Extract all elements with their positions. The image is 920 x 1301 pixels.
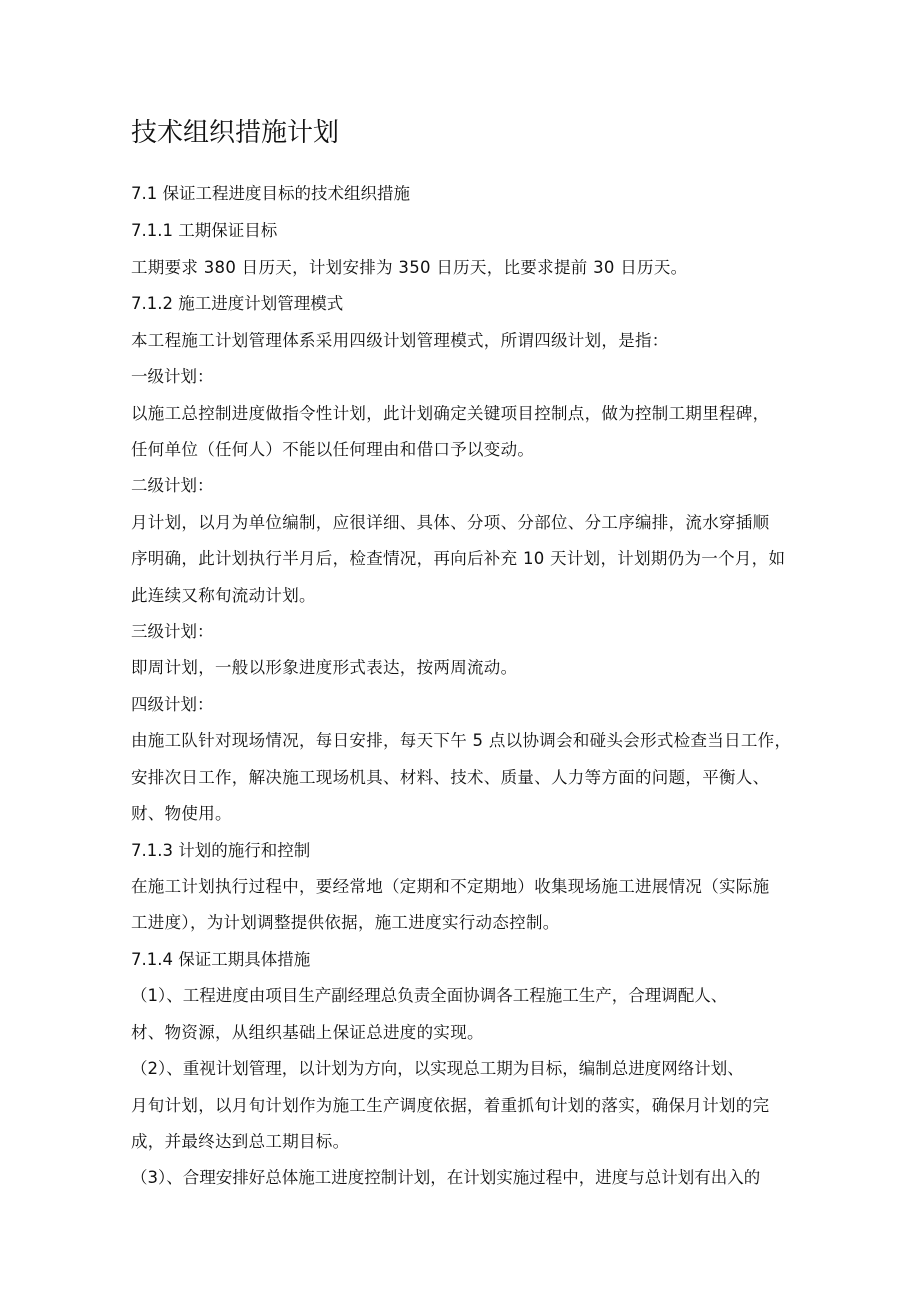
plan-level-label: 一级计划： <box>131 367 214 386</box>
text-line: 月计划，以月为单位编制，应很详细、具体、分项、分部位、分工序编排，流水穿插顺 <box>131 513 770 532</box>
text-line: 成，并最终达到总工期目标。 <box>131 1132 350 1151</box>
text-line: 本工程施工计划管理体系采用四级计划管理模式，所谓四级计划，是指： <box>131 331 669 350</box>
text-line: 任何单位（任何人）不能以任何理由和借口予以变动。 <box>131 440 535 459</box>
text-line: 在施工计划执行过程中，要经常地（定期和不定期地）收集现场施工进展情况（实际施 <box>131 877 770 896</box>
text-line: 此连续又称旬流动计划。 <box>131 586 316 605</box>
text-line: 工期要求 380 日历天，计划安排为 350 日历天，比要求提前 30 日历天。 <box>131 258 688 277</box>
subsection-heading-7-1-3: 7.1.3 计划的施行和控制 <box>131 841 311 860</box>
text-line: 以施工总控制进度做指令性计划，此计划确定关键项目控制点，做为控制工期里程碑， <box>131 404 770 423</box>
text-line: 工进度），为计划调整提供依据，施工进度实行动态控制。 <box>131 913 560 932</box>
plan-level-label: 三级计划： <box>131 622 214 641</box>
text-line: 月旬计划，以月旬计划作为施工生产调度依据，着重抓旬计划的落实，确保月计划的完 <box>131 1096 770 1115</box>
section-heading-7-1: 7.1 保证工程进度目标的技术组织措施 <box>131 184 410 203</box>
text-line: 即周计划，一般以形象进度形式表达，按两周流动。 <box>131 658 518 677</box>
subsection-heading-7-1-2: 7.1.2 施工进度计划管理模式 <box>131 294 344 313</box>
measure-item-1: （1）、工程进度由项目生产副经理总负责全面协调各工程施工生产，合理调配人、 <box>131 986 728 1005</box>
page-title: 技术组织措施计划 <box>131 118 340 148</box>
text-line: 安排次日工作，解决施工现场机具、材料、技术、质量、人力等方面的问题，平衡人、 <box>131 768 770 787</box>
plan-level-label: 四级计划： <box>131 695 214 714</box>
subsection-heading-7-1-4: 7.1.4 保证工期具体措施 <box>131 950 311 969</box>
text-line: 财、物使用。 <box>131 804 232 823</box>
subsection-heading-7-1-1: 7.1.1 工期保证目标 <box>131 221 278 240</box>
measure-item-3: （3）、合理安排好总体施工进度控制计划，在计划实施过程中，进度与总计划有出入的 <box>131 1168 761 1187</box>
text-line: 由施工队针对现场情况，每日安排，每天下午 5 点以协调会和碰头会形式检查当日工作， <box>131 731 792 750</box>
measure-item-2: （2）、重视计划管理，以计划为方向，以实现总工期为目标，编制总进度网络计划、 <box>131 1059 744 1078</box>
text-line: 序明确，此计划执行半月后，检查情况，再向后补充 10 天计划，计划期仍为一个月，如 <box>131 549 786 568</box>
text-line: 材、物资源，从组织基础上保证总进度的实现。 <box>131 1023 484 1042</box>
plan-level-label: 二级计划： <box>131 476 214 495</box>
